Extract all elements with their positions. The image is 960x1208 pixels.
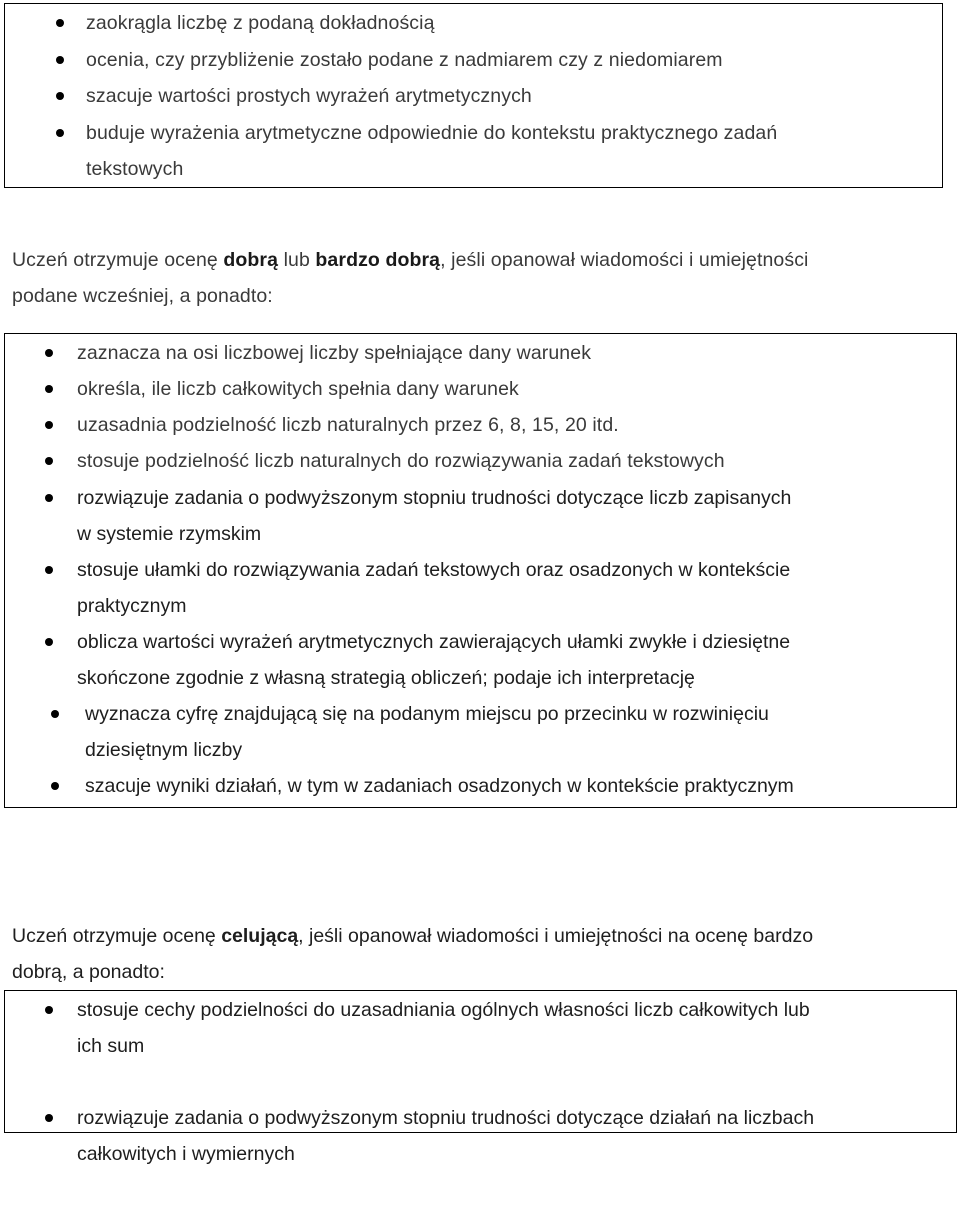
grade-excellent-label: celującą [221,925,299,947]
grade-good-label: dobrą [223,249,279,271]
grade-good-intro: Uczeń otrzymuje ocenę dobrą lub bardzo dobrą, jeśli opanował wiadomości i umiejętności podane wcześniej, a ponadto: [12,249,809,307]
bullet-icon [51,782,59,790]
requirements-list [5,334,956,479]
bullet-icon [45,1006,53,1014]
bullet-icon [56,92,64,100]
bullet-icon [45,457,53,465]
list-item: ocenia, czy przybliżenie zostało podane z nadmiarem czy z niedomiarem [5,42,942,79]
bullet-icon [45,566,53,574]
list-item: zaznacza na osi liczbowej liczby spełniające dany warunek [5,335,956,371]
bullet-icon [51,710,59,718]
bullet-icon [56,19,64,27]
list-item: wyznacza cyfrę znajdującą się na podanym miejscu po przecinku w rozwinięciu dziesiętnym liczby [5,696,956,768]
bullet-icon [45,349,53,357]
grade-excellent-intro: Uczeń otrzymuje ocenę celującą, jeśli opanował wiadomości i umiejętności na ocenę bardzo dobrą, a ponadto: [12,925,814,983]
list-item: stosuje cechy podzielności do uzasadniania ogólnych własności liczb całkowitych lub ich sum [5,992,956,1100]
list-item: stosuje podzielność liczb naturalnych do rozwiązywania zadań tekstowych [5,443,956,479]
list-item: uzasadnia podzielność liczb naturalnych przez 6, 8, 15, 20 itd. [5,407,956,443]
list-item: rozwiązuje zadania o podwyższonym stopniu trudności dotyczące działań na liczbach całkowitych i wymiernych [5,1100,956,1208]
requirements-box-excellent [4,990,957,1165]
bullet-icon [56,56,64,64]
list-item: zaokrągla liczbę z podaną dokładnością [5,5,942,42]
requirements-list [5,479,956,804]
bullet-icon [45,1114,53,1122]
bullet-icon [56,129,64,137]
requirements-box-basic [4,3,943,188]
grade-very-good-label: bardzo dobrą [315,249,441,271]
requirements-box-good [4,333,957,808]
bullet-icon [45,385,53,393]
list-item: buduje wyrażenia arytmetyczne odpowiednie do kontekstu praktycznego zadań tekstowych [5,115,942,188]
list-item: oblicza wartości wyrażeń arytmetycznych zawierających ułamki zwykłe i dziesiętne skończone zgodnie z własną strategią obliczeń; podaje ich interpretację [5,624,956,696]
list-item: określa, ile liczb całkowitych spełnia dany warunek [5,371,956,407]
list-item: szacuje wartości prostych wyrażeń arytmetycznych [5,78,942,115]
bullet-icon [45,494,53,502]
list-item: szacuje wyniki działań, w tym w zadaniach osadzonych w kontekście praktycznym [5,768,956,804]
requirements-list [5,991,956,1208]
list-item: rozwiązuje zadania o podwyższonym stopniu trudności dotyczące liczb zapisanych w systemie rzymskim [5,480,956,552]
bullet-icon [45,421,53,429]
requirements-list [5,4,942,188]
bullet-icon [45,638,53,646]
list-item: stosuje ułamki do rozwiązywania zadań tekstowych oraz osadzonych w kontekście praktycznym [5,552,956,624]
